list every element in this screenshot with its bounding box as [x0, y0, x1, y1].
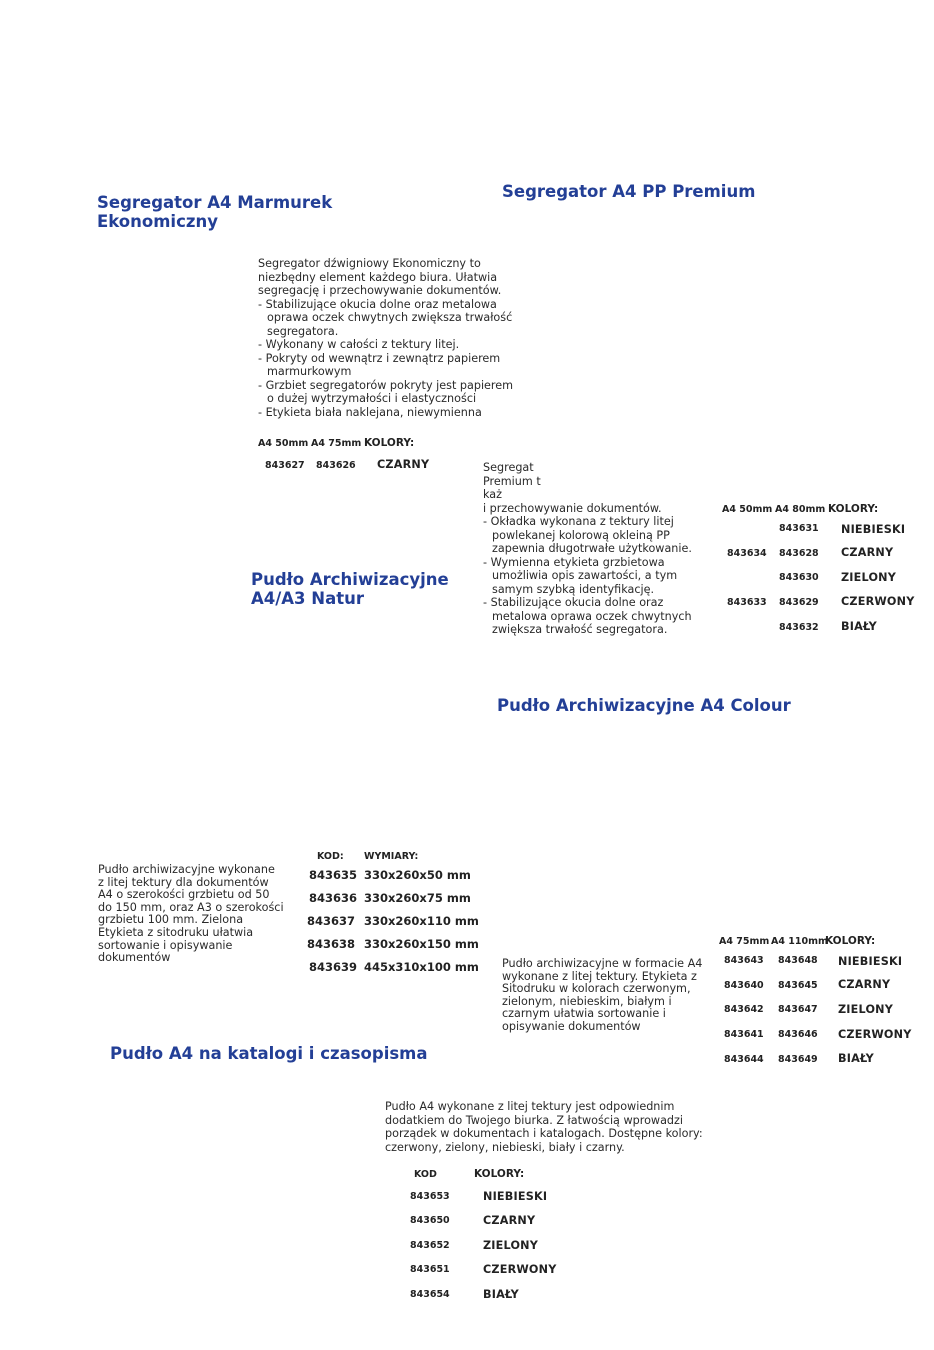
desc-line: - Okładka wykonana z tektury litej [483, 515, 674, 528]
desc-line: opisywanie dokumentów [502, 1019, 641, 1033]
desc-line: segregację i przechowywanie dokumentów. [258, 284, 502, 297]
natur-dimensions: 330x260x50 mm [364, 868, 471, 882]
natur-code: 843638 [307, 937, 356, 951]
desc-line: do 150 mm, oraz A3 o szerokości [98, 900, 284, 914]
marmurek-color: CZARNY [377, 458, 430, 471]
katalogi-code: 843650 [410, 1215, 450, 1226]
desc-line: - Grzbiet segregatorów pokryty jest papierem [258, 378, 514, 392]
colour-header-a4110: A4 110mm [771, 936, 828, 947]
katalogi-color: ZIELONY [483, 1239, 539, 1252]
katalogi-code: 843653 [410, 1191, 450, 1202]
desc-line: z litej tektury dla dokumentów [98, 875, 269, 889]
pp-code: 843630 [779, 572, 819, 583]
colour-code: 843642 [724, 1004, 764, 1015]
natur-header-code: KOD: [317, 851, 344, 862]
pp-code: 843633 [727, 597, 767, 608]
natur-header-dims: WYMIARY: [364, 851, 419, 862]
desc-line: Pudło A4 wykonane z litej tektury jest odpowiednim [385, 1100, 675, 1113]
desc-line: porządek w dokumentach i katalogach. Dostępne kolory: [385, 1127, 703, 1140]
desc-line: wykonane z litej tektury. Etykieta z [502, 969, 697, 983]
colour-code: 843649 [778, 1054, 818, 1065]
pp-code: 843632 [779, 622, 819, 633]
marmurek-code: 843626 [316, 460, 356, 471]
pp-code: 843631 [779, 523, 819, 534]
desc-line: - Pokryty od wewnątrz i zewnątrz papierem [258, 351, 501, 365]
colour-code: 843640 [724, 980, 764, 991]
pp-premium-description [483, 461, 692, 637]
colour-color: NIEBIESKI [838, 955, 903, 968]
desc-line: Pudło archiwizacyjne wykonane [98, 863, 275, 876]
colour-code: 843643 [724, 955, 764, 966]
pp-header-a450: A4 50mm [722, 504, 773, 515]
desc-line: - Wykonany w całości z tektury litej. [258, 338, 460, 351]
colour-code: 843646 [778, 1029, 818, 1040]
desc-line: czerwony, zielony, niebieski, biały i czarny. [385, 1140, 625, 1154]
marmurek-title [97, 193, 332, 231]
colour-color: BIAŁY [838, 1052, 874, 1065]
katalogi-color: NIEBIESKI [483, 1190, 548, 1203]
natur-title-line: A4/A3 Natur [251, 589, 364, 608]
colour-color: ZIELONY [838, 1003, 894, 1016]
natur-code: 843636 [309, 891, 358, 905]
marmurek-description [258, 257, 513, 419]
desc-line: - Stabilizujące okucia dolne oraz [483, 596, 664, 609]
desc-line: i przechowywanie dokumentów. [483, 501, 662, 515]
katalogi-code: 843652 [410, 1240, 450, 1251]
desc-line: Segregat [483, 461, 534, 474]
desc-line: sortowanie i opisywanie [98, 938, 233, 952]
colour-code: 843641 [724, 1029, 764, 1040]
desc-line: Etykieta z sitodruku ułatwia [98, 925, 254, 939]
katalogi-code: 843651 [410, 1264, 450, 1275]
desc-line: Segregator dźwigniowy Ekonomiczny to [258, 257, 481, 270]
desc-line: Pudło archiwizacyjne w formacie A4 [502, 957, 703, 970]
marmurek-header-a450: A4 50mm [258, 438, 309, 449]
pp-color: BIAŁY [841, 620, 877, 633]
marmurek-header-colors: KOLORY: [364, 437, 415, 449]
pp-color: ZIELONY [841, 571, 897, 584]
desc-line: A4 o szerokości grzbietu od 50 [98, 888, 270, 902]
colour-code: 843647 [778, 1004, 818, 1015]
katalogi-color: CZARNY [483, 1214, 536, 1227]
natur-code: 843637 [307, 914, 356, 928]
desc-line: niezbędny element każdego biura. Ułatwia [258, 270, 498, 284]
natur-dimensions: 330x260x110 mm [364, 914, 479, 928]
desc-line: grzbietu 100 mm. Zielona [98, 913, 244, 927]
natur-dimensions: 330x260x150 mm [364, 937, 479, 951]
desc-line: - Etykieta biała naklejana, niewymienna [258, 405, 482, 419]
desc-line: o dużej wytrzymałości i elastyczności [267, 392, 477, 405]
natur-title [251, 570, 449, 608]
katalogi-header-colors: KOLORY: [474, 1168, 525, 1180]
colour-code: 843648 [778, 955, 818, 966]
desc-line: umożliwia opis zawartości, a tym [492, 569, 678, 582]
colour-header-colors: KOLORY: [825, 935, 876, 947]
desc-line: Premium t [483, 474, 541, 488]
colour-header-a475: A4 75mm [719, 936, 770, 947]
marmurek-title-line: Segregator A4 Marmurek [97, 193, 333, 212]
katalogi-color: CZERWONY [483, 1263, 557, 1276]
natur-title-line: Pudło Archiwizacyjne [251, 570, 449, 589]
desc-line: zwiększa trwałość segregatora. [492, 623, 668, 636]
natur-code: 843635 [309, 868, 358, 882]
colour-color: CZERWONY [838, 1028, 912, 1041]
desc-line: - Wymienna etykieta grzbietowa [483, 555, 665, 569]
desc-line: dokumentów [98, 951, 171, 965]
marmurek-code: 843627 [265, 460, 305, 471]
colour-title: Pudło Archiwizacyjne A4 Colour [497, 696, 791, 715]
desc-line: marmurkowym [267, 365, 352, 378]
pp-code: 843629 [779, 597, 819, 608]
katalogi-header-code: KOD [414, 1169, 437, 1180]
desc-line: zielonym, niebieskim, białym i [502, 994, 672, 1008]
desc-line: czarnym ułatwia sortowanie i [502, 1007, 666, 1021]
katalogi-color: BIAŁY [483, 1288, 519, 1301]
desc-line: samym szybką identyfikację. [492, 582, 655, 596]
natur-description [98, 864, 284, 965]
pp-color: CZERWONY [841, 595, 915, 608]
pp-color: NIEBIESKI [841, 523, 906, 536]
katalogi-code: 843654 [410, 1289, 450, 1300]
colour-code: 843645 [778, 980, 818, 991]
desc-line: metalowa oprawa oczek chwytnych [492, 609, 692, 623]
marmurek-header-a475: A4 75mm [311, 438, 362, 449]
colour-color: CZARNY [838, 978, 891, 991]
desc-line: oprawa oczek chwytnych zwiększa trwałość [267, 311, 513, 324]
colour-code: 843644 [724, 1054, 764, 1065]
pp-premium-title: Segregator A4 PP Premium [502, 182, 756, 201]
desc-line: zapewnia długotrwałe użytkowanie. [492, 542, 692, 555]
marmurek-title-line: Ekonomiczny [97, 212, 218, 231]
katalogi-description [385, 1100, 703, 1154]
pp-color: CZARNY [841, 546, 894, 559]
natur-dimensions: 445x310x100 mm [364, 960, 479, 974]
katalogi-title: Pudło A4 na katalogi i czasopisma [110, 1044, 428, 1063]
desc-line: segregatora. [267, 324, 339, 338]
desc-line: dodatkiem do Twojego biurka. Z łatwością wprowadzi [385, 1113, 684, 1127]
pp-code: 843634 [727, 548, 767, 559]
natur-dimensions: 330x260x75 mm [364, 891, 471, 905]
pp-header-a480: A4 80mm [775, 504, 826, 515]
desc-line: powlekanej kolorową okleiną PP [492, 528, 670, 542]
pp-header-colors: KOLORY: [828, 503, 879, 515]
colour-description [502, 958, 702, 1034]
pp-code: 843628 [779, 548, 819, 559]
desc-line: Sitodruku w kolorach czerwonym, [502, 982, 691, 996]
desc-line: każ [483, 488, 503, 501]
natur-code: 843639 [309, 960, 358, 974]
desc-line: - Stabilizujące okucia dolne oraz metalowa [258, 297, 497, 311]
